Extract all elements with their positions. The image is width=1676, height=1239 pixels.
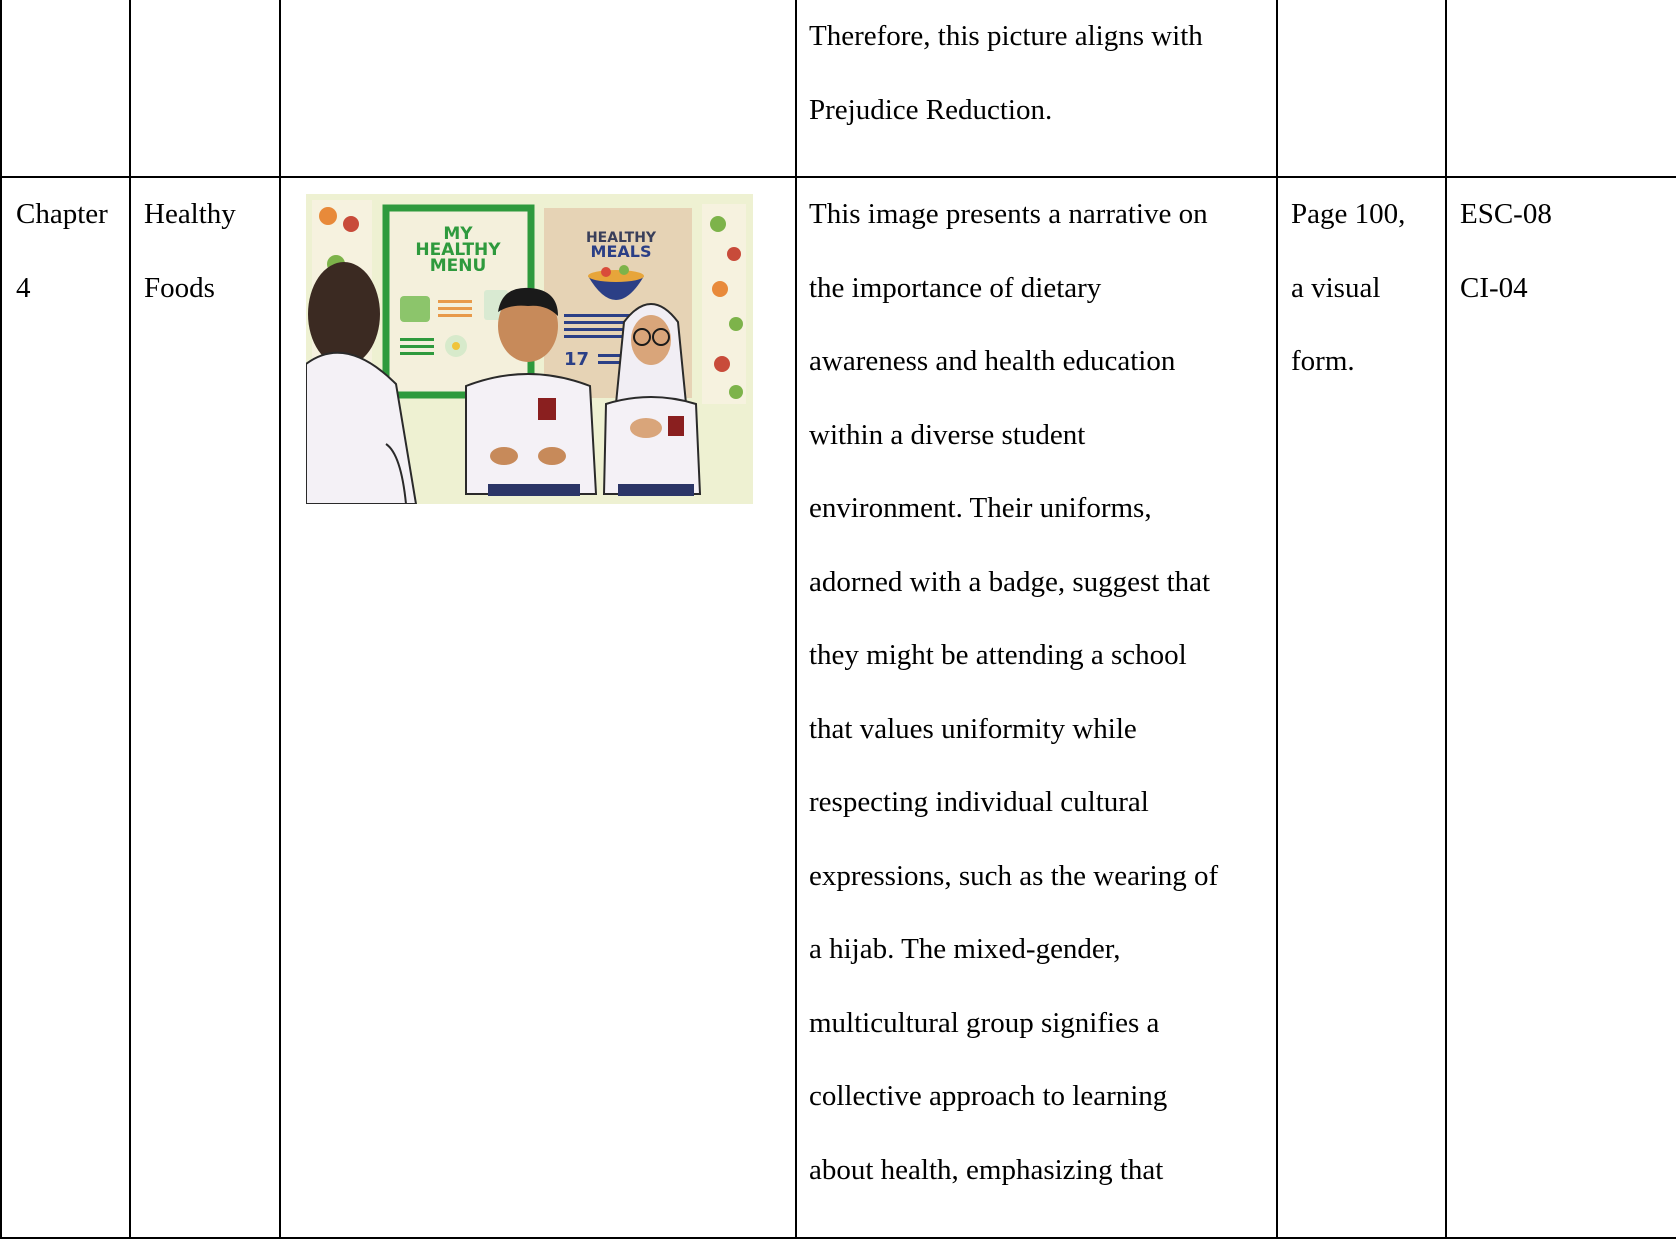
poster-left-line: MY xyxy=(443,224,473,244)
code-cell xyxy=(1460,178,1552,325)
poster-right-number: 17 xyxy=(564,349,590,370)
healthy-foods-illustration xyxy=(306,194,753,504)
analysis-line: respecting individual cultural xyxy=(809,786,1149,818)
poster-right-line: MEALS xyxy=(590,242,652,261)
analysis-line: awareness and health education xyxy=(809,345,1176,377)
analysis-line: a hijab. The mixed-gender, xyxy=(809,933,1121,965)
analysis-line: environment. Their uniforms, xyxy=(809,492,1152,524)
chapter-cell xyxy=(16,178,108,325)
poster-right-line: HEALTHY xyxy=(585,230,657,246)
code-line: ESC-08 xyxy=(1460,198,1552,230)
chapter-line: 4 xyxy=(16,271,31,304)
analysis-line: adorned with a badge, suggest that xyxy=(809,565,1211,598)
analysis-line: within a diverse student xyxy=(809,418,1086,451)
table-border xyxy=(279,0,281,1239)
analysis-line: Therefore, this picture aligns with xyxy=(809,20,1203,52)
analysis-line: the importance of dietary xyxy=(809,271,1102,304)
analysis-line: Prejudice Reduction. xyxy=(809,93,1053,126)
analysis-line: they might be attending a school xyxy=(809,639,1187,671)
poster-left-line: MENU xyxy=(429,256,487,276)
table-border xyxy=(795,0,797,1239)
table-border xyxy=(0,0,2,1239)
table-border xyxy=(129,0,131,1239)
analysis-line: expressions, such as the wearing of xyxy=(809,859,1219,892)
analysis-cell-prev xyxy=(809,0,1203,147)
analysis-cell xyxy=(809,178,1218,1207)
analysis-line: multicultural group signifies a xyxy=(809,1006,1160,1039)
topic-cell xyxy=(144,178,236,325)
page-reference-line: a visual xyxy=(1291,271,1381,304)
analysis-line: about health, emphasizing that xyxy=(809,1153,1164,1186)
page-reference-line: Page 100, xyxy=(1291,198,1406,230)
table-border xyxy=(1445,0,1447,1239)
page-reference-cell xyxy=(1291,178,1405,399)
analysis-line: This image presents a narrative on xyxy=(809,198,1208,230)
analysis-line: collective approach to learning xyxy=(809,1080,1168,1112)
page-reference-line: form. xyxy=(1291,345,1355,377)
analysis-line: that values uniformity while xyxy=(809,712,1137,745)
topic-line: Healthy xyxy=(144,198,236,230)
poster-left-line: HEALTHY xyxy=(415,240,501,260)
chapter-line: Chapter xyxy=(16,198,108,230)
code-line: CI-04 xyxy=(1460,271,1528,304)
topic-line: Foods xyxy=(144,271,215,304)
table-border xyxy=(1276,0,1278,1239)
illustration-graphic xyxy=(306,194,753,504)
